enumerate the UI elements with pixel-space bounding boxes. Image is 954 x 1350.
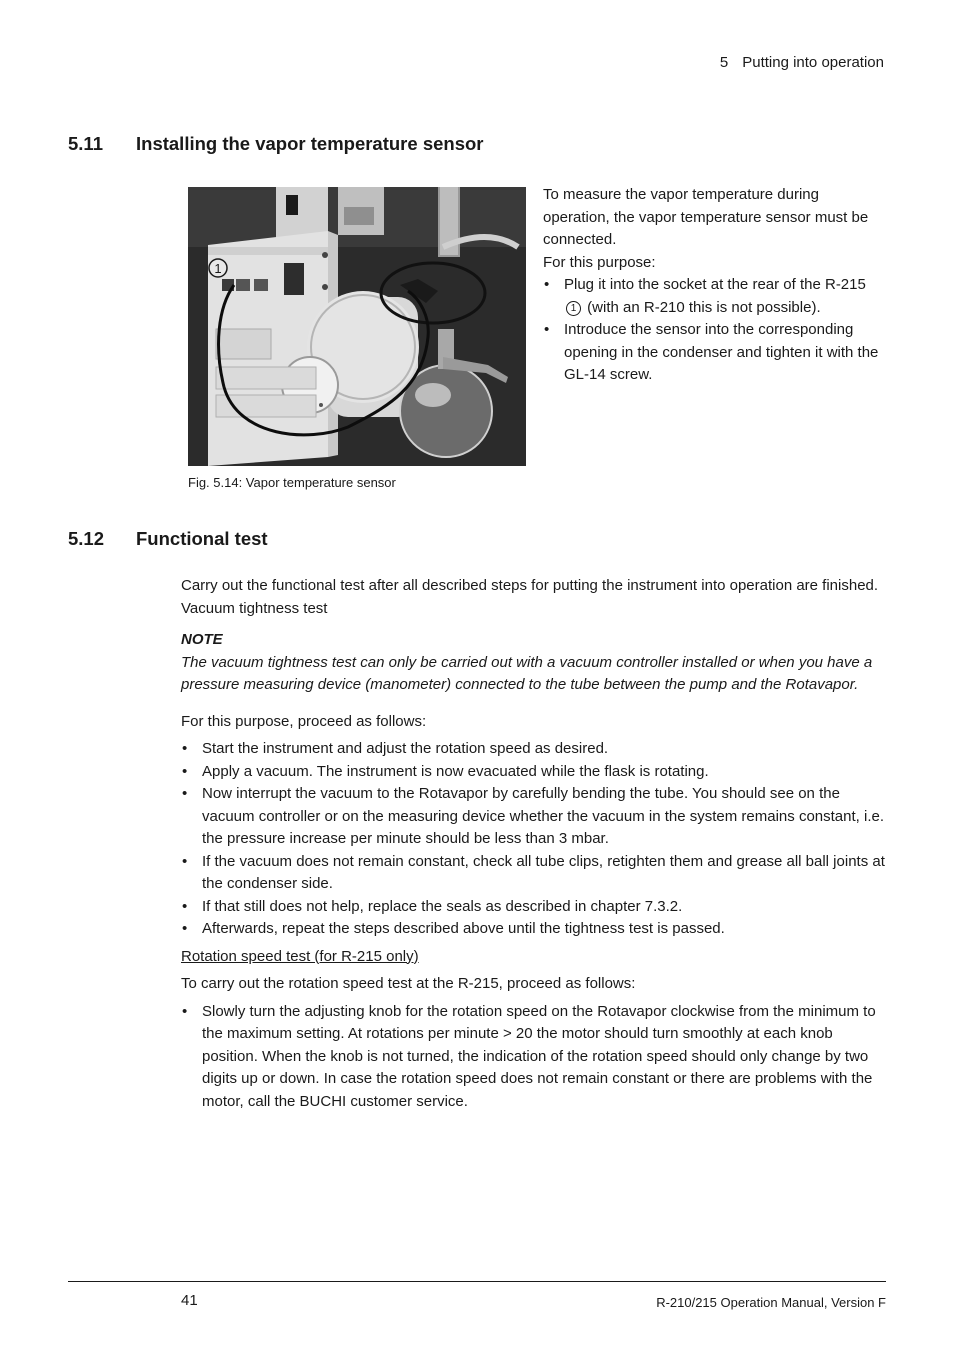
page-number: 41 [181, 1292, 198, 1309]
rotation-heading: Rotation speed test (for R-215 only) [181, 947, 419, 965]
rotation-steps-list [181, 1001, 886, 1114]
list-item: • Afterwards, repeat the steps described above until the tightness test is passed. [181, 918, 886, 941]
section-number: 5.11 [68, 133, 103, 154]
intro-paragraph: To measure the vapor temperature during operation, the vapor temperature sensor must be connected. [543, 186, 869, 248]
figure-caption: Fig. 5.14: Vapor temperature sensor [188, 475, 396, 490]
section-heading-5-12 [68, 527, 268, 551]
list-item: • Start the instrument and adjust the rotation speed as desired. [181, 738, 886, 761]
note-text: The vacuum tightness test can only be carried out with a vacuum controller installed or when you have a pressure measuring device (manometer) connected to the tube between the pump and the Rotavapor. [181, 653, 873, 693]
note-title: NOTE [181, 631, 223, 648]
paragraph: To carry out the rotation speed test at the R-215, proceed as follows: [181, 975, 636, 992]
list-item: • Introduce the sensor into the corresponding opening in the condenser and tighten it with the GL-14 screw. [543, 319, 883, 387]
bullet-text: Plug it into the socket at the rear of the R-215 [564, 276, 866, 293]
figure-callout-1: 1 [214, 261, 222, 276]
vapor-sensor-photo [188, 187, 526, 466]
section-heading-5-11 [68, 132, 483, 156]
callout-ref: 1 [566, 301, 581, 316]
sensor-steps-list [543, 274, 883, 387]
chapter-number: 5 [719, 54, 729, 71]
bullet-text: (with an R-210 this is not possible). [587, 298, 821, 316]
functional-test-body [181, 575, 886, 1113]
section-title: Installing the vapor temperature sensor [136, 133, 484, 154]
list-item: • Slowly turn the adjusting knob for the rotation speed on the Rotavapor clockwise from the minimum to the maximum setting. At rotations per minute > 20 the motor should turn smoothly at each knob position. When the knob is not turned, the indication of the rotation speed should only change by two digits up or down. In case the rotation speed does not remain constant or there are problems with the motor, call the BUCHI customer service. [181, 1001, 886, 1114]
paragraph: Vacuum tightness test [181, 599, 328, 617]
list-item: • Now interrupt the vacuum to the Rotavapor by carefully bending the tube. You should see on the vacuum controller or on the measuring device whether the vacuum in the system remains constant, i.e. the pressure increase per minute should be less than 3 mbar. [181, 783, 886, 851]
list-item: • Apply a vacuum. The instrument is now evacuated while the flask is rotating. [181, 761, 886, 784]
paragraph: Carry out the functional test after all described steps for putting the instrument into operation are finished. [181, 577, 879, 594]
vacuum-steps-list [181, 738, 886, 941]
section-number: 5.12 [68, 528, 105, 549]
section-title: Functional test [136, 528, 268, 549]
paragraph: For this purpose, proceed as follows: [181, 712, 427, 730]
list-item: • If that still does not help, replace the seals as described in chapter 7.3.2. [181, 896, 886, 919]
list-item [543, 274, 883, 319]
running-header [720, 52, 884, 75]
list-item: • If the vacuum does not remain constant, check all tube clips, retighten them and grease all ball joints at the condenser side. [181, 851, 886, 896]
footer-divider [68, 1281, 886, 1282]
sensor-instructions [543, 184, 883, 387]
chapter-title: Putting into operation [742, 54, 884, 71]
manual-title: R-210/215 Operation Manual, Version F [656, 1295, 886, 1310]
lead-paragraph: For this purpose: [543, 253, 656, 271]
